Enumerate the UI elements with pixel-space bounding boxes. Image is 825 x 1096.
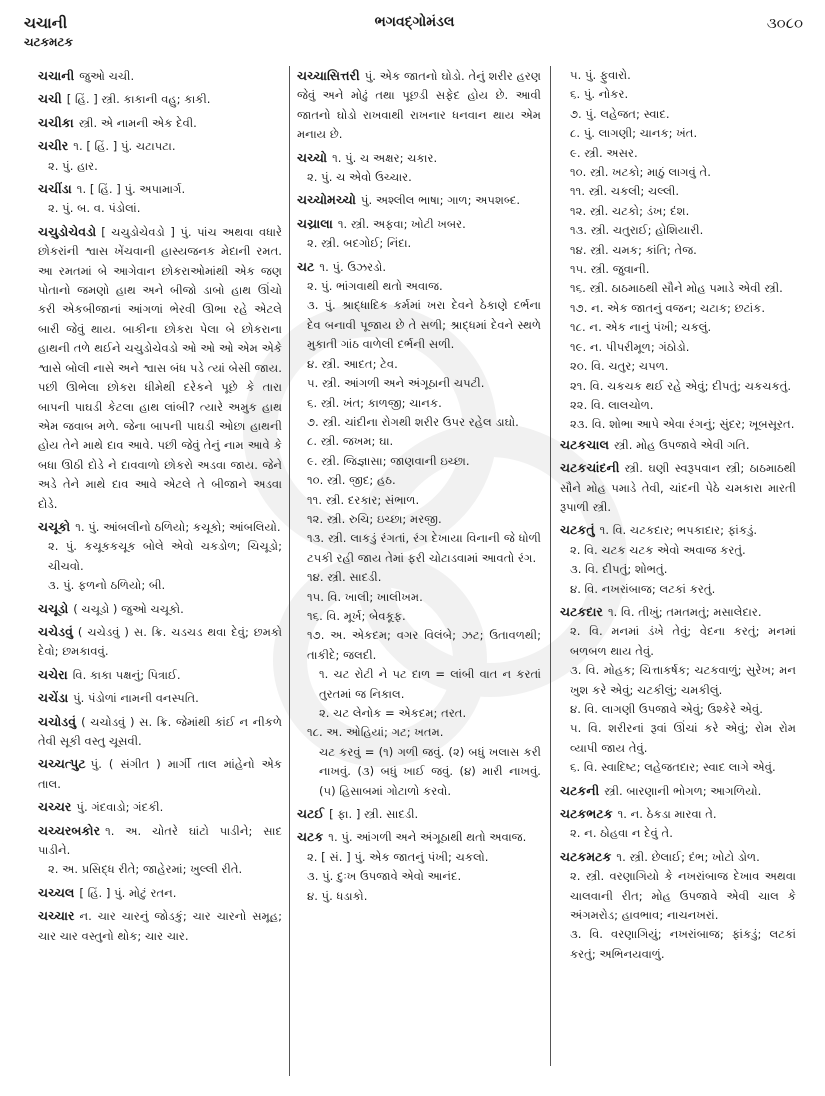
headword: ચચોડવું	[38, 713, 77, 729]
sense-line: ૨. વિ. ચટક ચટક એવો અવાજ કરતું.	[570, 542, 746, 557]
sense-line: ૨. સ્ત્રી. બદગોઈ; નિંદા.	[307, 236, 412, 251]
sense-line: ૫. સ્ત્રી. આંગળી અને અંગૂઠાની ચપટી.	[307, 376, 485, 391]
sense-line: ૧૧. સ્ત્રી. ચકલી; ચલ્લી.	[570, 184, 680, 199]
sense-line: ૧૮. અ. ઓહિયાં; ગટ; ખતમ.	[307, 725, 444, 740]
sense-line: ૪. વિ. નખરાંબાજ; લટકાં કરતું.	[570, 581, 716, 596]
dictionary-entry	[38, 222, 282, 514]
headword: ચચેરા	[38, 666, 68, 682]
headword: ચચાની	[38, 68, 75, 83]
definition: ૧. સ્ત્રી. અફવા; ખોટી ખબર.	[337, 216, 466, 231]
dictionary-entry	[38, 665, 282, 685]
sense-line: ૨. અ. પ્રસિદ્ધ રીતે; જાહેરમાં; ખુલ્લી રીતે.	[48, 862, 243, 877]
headword: ચચ્ચત્પુટ	[38, 756, 86, 772]
entry-main	[297, 66, 541, 145]
definition: સ્ત્રી. બારણાની ભોગળ; આગળિયો.	[604, 783, 762, 798]
entry-main	[560, 781, 796, 801]
book-title: ભગવદ્ગોમંડલ	[374, 14, 455, 30]
sense-line: ૨. પું. ભાંગવાથી થતો અવાજ.	[307, 279, 443, 294]
sense-line: ૬. પું. નોકર.	[570, 87, 629, 102]
dictionary-entry	[297, 148, 541, 188]
dictionary-entry	[38, 688, 282, 708]
entry-main	[297, 827, 541, 847]
sense-line: ૯. સ્ત્રી. અસર.	[570, 145, 638, 160]
column-2	[297, 66, 541, 1086]
sense-line: ૩. વિ. દીપતું; શોભતું.	[570, 562, 668, 577]
sense-line: ૪. વિ. લાગણી ઉપજાવે એવું; ઉશ્કેરે એવું.	[570, 702, 763, 716]
entry-main	[297, 257, 541, 277]
entry-main	[38, 66, 282, 86]
sense-line: ૧૯. ન. પીપરીમૂળ; ગંઠોડો.	[570, 339, 690, 354]
guide-word-first: ચચાની	[24, 14, 68, 32]
sense-line: ૨. પું. બ. વ. પંડોલાં.	[48, 201, 141, 216]
sense-line: ૧૭. અ. એકદમ; વગર વિલંબે; ઝટ; ઉતાવળથી; તાકીદે; જલદી.	[307, 628, 541, 662]
headword: ચચીકા	[38, 114, 74, 130]
sense-line: ૨૨. વિ. લાલચોળ.	[570, 397, 654, 412]
headword: ચટકચાલ	[560, 436, 609, 452]
sense-line: ૨. પું. ચ એવો ઉચ્ચાર.	[307, 170, 412, 185]
dictionary-entry	[560, 781, 796, 801]
entry-main	[38, 688, 282, 708]
definition: [ ચચુડોચેવડો ] પું. પાંચ અથવા વધારે છોકરાંની શ્વાસ ખેંચવાની હાસ્યજનક મેદાની રમત. આ રમતમાં બે આગેવાન છોકરાઓમાંથી એક જણ પોતાનો જમણો હાથ અને બીજો ડાબો હાથ ઊંચો કરી એકબીજાનાં આંગળાં ભેરવી ઊભા રહે એટલે બારી જેવું થાય. બાકીના છોકરા પેલા બે છોકરાના હાથની તળે થઈને ચચુડોચેવડો ઓ ઓ ઓ એમ એકે શ્વાસે બોલી નાસે અને શ્વાસ બંધ પડે ત્યાં બેસી જાય. પછી ઊભેલા છોકરા ધીમેથી દરેકને પૂછે કે તારા બાપની પાઘડી કેટલા હાથ લાંબી? ત્યારે અમુક હાથ એમ જવાબ મળે. જેના બાપની પાઘડી ઓછા હાથની હોય તેને માથે દાવ આવે. પછી જેવું તેનું નામ આવે કે બધા ઊઠી દોડે ને દાવવાળો છોકરો અડવા જાય. જેને અડે તેને માથે દાવ આવે એટલે તે બીજાને અડવા દોડે.	[38, 224, 282, 511]
definition: ૧. [ હિં. ] પું. ચટાપટા.	[73, 139, 176, 154]
definition: ( ચચોડવું ) સ. ક્રિ. જેમાંથી કાંઈ ન નીકળે તેવી સૂકી વસ્તુ ચૂસવી.	[38, 714, 282, 748]
entry-main	[38, 222, 282, 514]
headword: ચટઈ	[297, 806, 325, 822]
entry-main	[560, 602, 796, 622]
definition: ૧. પું. ચ અક્ષર; ચકાર.	[332, 150, 438, 165]
entry-main	[38, 906, 282, 946]
entry-main	[297, 804, 541, 824]
sense-line: ૩. પું. ફળનો ઠળિયો; બી.	[48, 578, 166, 593]
sense-line: ૩. પું. દુઃખ ઉપજાવે એવો આનંદ.	[307, 869, 462, 884]
definition: ( ચચેડવું ) સ. ક્રિ. ચડચડ થવા દેવું; છમકો દેવો; છમકાવવું.	[38, 624, 282, 659]
sense-line: ૨. સ્ત્રી. વરણાગિયો કે નખરાંબાજ દેખાવ અથવા ચાલવાની રીત; મોહ ઉપજાવે એવી ચાલ કે અંગમરોડ; હાવભાવ; નાચનખરાં.	[570, 869, 796, 923]
dictionary-entry	[38, 712, 282, 752]
entry-main	[38, 797, 282, 817]
sense-line: ૧૫. વિ. ખાલી; ખાલીખમ.	[307, 589, 423, 604]
entry-main	[38, 754, 282, 794]
sense-line: ૩. પું. શ્રાદ્ધાદિક કર્મમાં ખરા દેવને ઠેકાણે દર્ભના દેવ બનાવી પૂજાય છે તે સળી; શ્રાદ્ધમાં દેવને સ્થળે મુકાતી ગાંઠ વાળેલી દર્ભની સળી.	[307, 298, 541, 352]
entry-main	[38, 179, 282, 199]
definition: પું. ગંદવાડો; ગંદકી.	[76, 800, 164, 815]
headword: ચચ્ચલ	[38, 884, 75, 900]
dictionary-entry	[38, 136, 282, 176]
sense-line: ૫. વિ. શરીરનાં રૂવાં ઊંચાં કરે એવું; રોમ રોમ વ્યાપી જાય તેવું.	[570, 721, 796, 755]
dictionary-entry	[38, 113, 282, 133]
headword: ચચ્ચો	[297, 149, 328, 165]
headword: ચટકતું	[560, 522, 595, 538]
sense-line: ૭. સ્ત્રી. ચાંદીના રોગથી શરીર ઉપર રહેલ ડાઘો.	[307, 414, 519, 429]
sense-line: ૮. પું. લાગણી; ચાનક; ખંત.	[570, 126, 698, 141]
definition: વિ. કાકા પક્ષનું; પિત્રાઈ.	[72, 667, 181, 682]
dictionary-entry	[297, 804, 541, 824]
sense-line: ૨. પું. હાર.	[48, 158, 98, 173]
usage-example: ૨. ચટ લેનોક = એકદમ; તરત.	[319, 706, 467, 720]
definition: સ્ત્રી. મોહ ઉપજાવે એવી ગતિ.	[613, 437, 750, 452]
entry-main	[38, 113, 282, 133]
sense-line: ૧૦. સ્ત્રી. ખટકો; માઠું લાગવું તે.	[570, 165, 711, 180]
headword: ચચ્ચરબકોર	[38, 822, 101, 838]
headword: ચચૂડો	[38, 600, 69, 616]
sense-line: ૧૦. સ્ત્રી. જીદ; હઠ.	[307, 473, 396, 488]
definition: ૧. પું. આંબલીનો ઠળિયો; કચૂકો; આંબલિયો.	[75, 519, 281, 534]
headword: ચચીર	[38, 138, 69, 154]
sense-line: ૨. ન. ઠોહવા ન દેવું તે.	[570, 826, 673, 841]
dictionary-entry	[38, 89, 282, 109]
sense-line: ૧૨. સ્ત્રી. રુચિ; ઇચ્છા; મરજી.	[307, 511, 442, 526]
definition: ૧. પું. આંગળી અને અંગૂઠાથી થતો અવાજ.	[328, 830, 527, 845]
guide-word-last: ચટકમટક	[24, 35, 73, 49]
sense-line: ૧૬. સ્ત્રી. ઠાઠમાઠથી સૌને મોહ પમાડે એવી સ્ત્રી.	[570, 281, 783, 296]
entry-main	[297, 214, 541, 234]
dictionary-entry	[560, 458, 796, 517]
dictionary-entry	[297, 190, 541, 210]
entry-main	[38, 712, 282, 752]
definition: સ્ત્રી. ઘણી સ્વરૂપવાન સ્ત્રી; ઠાઠમાઠથી સૌને મોહ પમાડે તેવી, ચાંદની પેઠે ચમકારા મારતી રૂપાળી સ્ત્રી.	[560, 461, 796, 514]
sense-line: ૨. વિ. મનમાં ડંખે તેવું; વેદના કરતું; મનમાં બળબળ થાય તેવું.	[570, 624, 796, 658]
dictionary-entry	[297, 214, 541, 254]
sense-line: ૬. વિ. સ્વાદિષ્ટ; લહેજતદાર; સ્વાદ લાગે એવું.	[570, 760, 776, 775]
page-number: ૩૦૮૦	[766, 14, 803, 32]
definition: પું. અશ્લીલ ભાષા; ગાળ; અપશબ્દ.	[360, 193, 521, 208]
usage-example: ૧. ચટ રોટી ને પટ દાળ = લાંબી વાત ન કરતાં તુરતમાં જ નિકાલ.	[319, 667, 541, 701]
headword: ચચેડવું	[38, 623, 73, 639]
dictionary-entry	[297, 66, 541, 145]
sense-line: ૧૧. સ્ત્રી. દરકાર; સંભાળ.	[307, 492, 420, 507]
dictionary-entry	[38, 66, 282, 86]
definition: ૧. ન. ઠેકડા મારવા તે.	[617, 807, 717, 822]
headword: ચટકમટક	[560, 848, 612, 864]
sense-line: ૬. સ્ત્રી. ખંત; કાળજી; ચાનક.	[307, 395, 442, 410]
column-1	[38, 66, 282, 1086]
entry-main	[560, 804, 796, 824]
dictionary-entry	[560, 435, 796, 455]
definition: સ્ત્રી. એ નામની એક દેવી.	[78, 115, 197, 130]
dictionary-entry	[560, 520, 796, 599]
headword: ચચેંડા	[38, 690, 69, 706]
entry-main	[560, 520, 796, 540]
sense-line: ૩. વિ. વરણાગિયું; નખરાંબાજ; ફાંકડું; લટકાં કરતું; અભિનયવાળું.	[570, 927, 796, 961]
entry-main	[38, 883, 282, 903]
entry-main	[38, 665, 282, 685]
headword: ચચ્ચર	[38, 799, 72, 815]
definition: ૧. [ હિં. ] પું. અપામાર્ગ.	[76, 182, 186, 197]
entry-main	[38, 821, 282, 861]
sense-line: ૨૦. વિ. ચતુર; ચપળ.	[570, 359, 669, 374]
definition: પું. પંડોળાં નામની વનસ્પતિ.	[73, 691, 199, 706]
sense-line: ૧૫. સ્ત્રી. જુવાની.	[570, 262, 650, 277]
sense-line: ૨૧. વિ. ચકચક થઈ રહે એવું; દીપતું; ચકચકતું.	[570, 378, 792, 393]
definition: પું. એક જાતનો ઘોડો. તેનું શરીર હરણ જેવું અને મોઢું તથા પૂછડી સફેદ હોય છે. આવી જાતનો ઘોડો રાખવાથી રાખનાર ધનવાન થાય એમ મનાય છે.	[297, 69, 541, 142]
entry-main	[297, 148, 541, 168]
definition: ૧. વિ. ચટકદાર; ભપકાદાર; ફાંકડું.	[599, 523, 758, 538]
headword: ચટક	[297, 829, 324, 845]
dictionary-entry	[38, 622, 282, 662]
definition: ૧. પું. ઉઝરડો.	[319, 259, 387, 274]
dictionary-entry	[38, 599, 282, 619]
sense-line: ૧૩. સ્ત્રી. ચતુરાઈ; હોશિયારી.	[570, 223, 704, 238]
sense-line: ૨. [ સં. ] પું. એક જાતનું પંખી; ચકલો.	[307, 849, 489, 864]
column-divider	[289, 66, 290, 1076]
sense-line: ૭. પું. લહેજત; સ્વાદ.	[570, 106, 670, 121]
sense-line: ૪. સ્ત્રી. આદત; ટેવ.	[307, 356, 398, 371]
idiom: ચટ કરવું = (૧) ગળી જવું. (૨) બધું ખલાસ કરી નાખવું. (૩) બધું ખાઈ જવું. (૪) મારી નાખવું. (૫) હિસાબમાં ગોટાળો કરવો.	[319, 744, 541, 798]
headword: ચટ	[297, 258, 315, 274]
headword: ચટકભટક	[560, 806, 613, 822]
entry-main	[560, 435, 796, 455]
sense-line: ૧૩. સ્ત્રી. લાકડું રંગતાં, રંગ દેખાયા વિનાની જે ધોળી ટપકી રહી જાય તેમાં ફરી ચોટાડવામાં આવતો રંગ.	[307, 531, 541, 565]
sense-line: ૫. પું. ફુવારો.	[570, 68, 631, 82]
entry-main	[38, 89, 282, 109]
dictionary-entry	[297, 827, 541, 906]
headword: ચચીંડા	[38, 181, 72, 197]
sense-line: ૧૪. સ્ત્રી. ચમક; કાંતિ; તેજ.	[570, 242, 697, 257]
dictionary-entry	[38, 906, 282, 946]
entry-main	[297, 190, 541, 210]
column-3	[560, 66, 796, 1086]
column-divider	[550, 66, 551, 1066]
headword: ચચૂકો	[38, 518, 71, 534]
sense-line: ૯. સ્ત્રી. જિજ્ઞાસા; જાણવાની ઇચ્છા.	[307, 453, 470, 468]
dictionary-entry	[38, 517, 282, 596]
page-header	[24, 14, 805, 56]
sense-line: ૪. પું. ધડાકો.	[307, 888, 368, 903]
dictionary-entry	[38, 797, 282, 817]
definition: ( ચચૂડો ) જુઓ ચચૂકો.	[73, 601, 184, 616]
headword: ચટકદાર	[560, 603, 603, 619]
dictionary-entry	[297, 257, 541, 801]
dictionary-entry	[38, 883, 282, 903]
dictionary-entry	[560, 804, 796, 844]
entry-main	[38, 136, 282, 156]
headword: ચચ્ચાસિત્તરી	[297, 68, 360, 83]
headword: ચટકચાંદની	[560, 460, 620, 476]
dictionary-entry	[38, 179, 282, 219]
headword: ચટકની	[560, 782, 600, 798]
headword: ચચુડોચેવડો	[38, 223, 97, 239]
definition: [ હિં. ] સ્ત્રી. કાકાની વહુ; કાકી.	[66, 92, 211, 107]
sense-line: ૩. વિ. મોહક; ચિત્તાકર્ષક; ચટકવાળું; સુરેખ; મન ખુશ કરે એવું; ચટકીલું; ચમકીલું.	[570, 663, 796, 697]
entry-main	[560, 847, 796, 867]
definition: પું. ( સંગીત ) માર્ગી તાલ માંહેનો એક તાલ.	[38, 757, 282, 791]
entry-main	[38, 599, 282, 619]
sense-line: ૨. પું. કચૂકકચૂક બોલે એવો ચકડોળ; ચિચૂડો; ચીચવો.	[48, 539, 282, 573]
headword: ચચ્ચાર	[38, 908, 75, 924]
headword: ચચ્રાલા	[297, 215, 333, 231]
definition: [ હિં. ] પું. મોટું રતન.	[79, 885, 177, 900]
entry-main	[560, 458, 796, 517]
sense-line: ૮. સ્ત્રી. જખમ; ઘા.	[307, 434, 394, 449]
dictionary-entry	[38, 821, 282, 880]
sense-line: ૧૮. ન. એક નાનું પંખી; ચકલું.	[570, 320, 712, 335]
sense-line: ૧૨. સ્ત્રી. ચટકો; ડંખ; દંશ.	[570, 203, 690, 218]
dictionary-entry	[560, 602, 796, 778]
definition: ન. ચાર ચારનું જોડકું; ચાર ચારનો સમૂહ; ચાર ચાર વસ્તુનો થોક; ચાર ચાર.	[38, 909, 282, 943]
definition: [ ફા. ] સ્ત્રી. સાદડી.	[329, 807, 419, 822]
sense-line: ૧૬. વિ. મૂર્ખ; બેવકૂફ.	[307, 608, 406, 623]
headword: ચચી	[38, 91, 62, 107]
sense-line: ૧૭. ન. એક જાતનું વજન; ચટાક; છટાંક.	[570, 300, 766, 315]
definition: ૧. સ્ત્રી. છેલાઈ; દંભ; ખોટો ડોળ.	[616, 849, 760, 864]
definition: ૧. અ. ચોતરે ઘાંટો પાડીને; સાદ પાડીને.	[38, 823, 282, 858]
headword: ચચ્ચોમચ્ચો	[297, 192, 356, 208]
sense-line: ૨૩. વિ. શોભા આપે એવા રંગનું; સુંદર; ખૂબસૂરત.	[570, 417, 795, 432]
dictionary-entry	[38, 754, 282, 794]
definition: જુઓ ચચી.	[79, 69, 135, 83]
dictionary-entry	[560, 847, 796, 964]
definition: ૧. વિ. તીખું; તમતમતું; મસાલેદાર.	[607, 604, 762, 619]
entry-main	[38, 622, 282, 662]
entry-main	[38, 517, 282, 537]
sense-line: ૧૪. સ્ત્રી. સાદડી.	[307, 570, 382, 585]
